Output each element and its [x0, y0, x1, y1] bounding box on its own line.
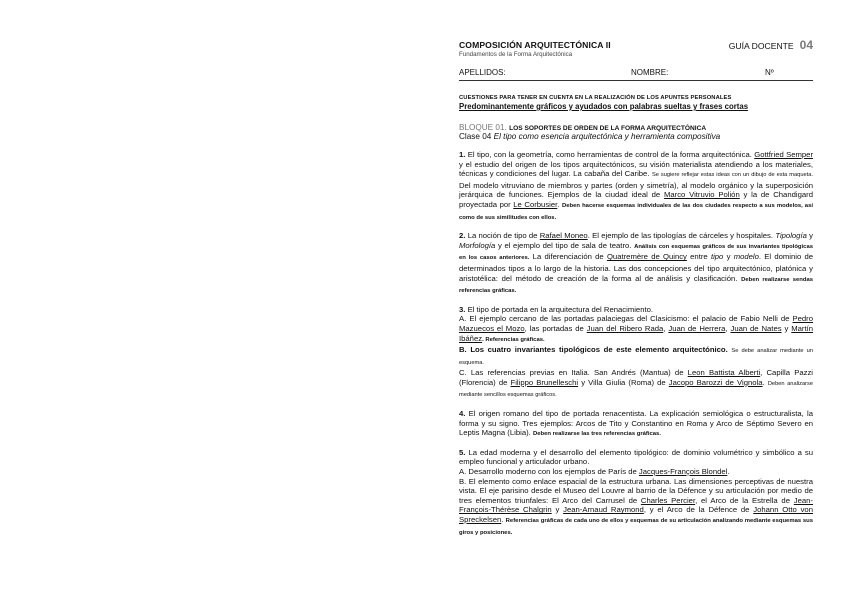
apellidos-field[interactable]: APELLIDOS:: [459, 68, 506, 77]
item-text: C. Las referencias previas en Italia. San Andrés (Mantua) de: [459, 368, 684, 378]
guide-number: 04: [799, 38, 813, 52]
nombre-field[interactable]: NOMBRE:: [631, 68, 669, 77]
item-text: , el Arco de la Estrella de: [695, 495, 790, 505]
bloque-name: LOS SOPORTES DE ORDEN DE LA FORMA ARQUITECTÓNICA: [509, 125, 707, 132]
course-subtitle: Fundamentos de la Forma Arquitectónica: [459, 51, 573, 58]
item-text: A. Desarrollo moderno con los ejemplos de París de: [459, 467, 637, 477]
bloque-label: BLOQUE 01.: [459, 123, 507, 132]
author-link[interactable]: Quatremère de Quincy: [606, 252, 687, 262]
item-term: Tipología: [775, 231, 807, 241]
item-text: , Capilla Pazzi (Florencia) de: [459, 368, 813, 387]
item-text: entre: [690, 252, 708, 262]
author-link[interactable]: Jacques-François Blondel: [638, 467, 728, 477]
item-text: , las portadas de: [524, 323, 584, 333]
guide-label: [729, 38, 813, 52]
item-text: y: [555, 505, 560, 515]
item-note: Referencias gráficas de cada uno de ellos y esquemas de su articulación analizando mediante esquemas sus giros y posiciones.: [459, 518, 813, 536]
document-header: [459, 38, 813, 68]
item-3: [459, 305, 813, 315]
item-text: ,: [725, 323, 728, 333]
item-text: El origen romano del tipo de portada renacentista. La explicación semiológica o estructuralista, la forma y su signo. Tres ejemplos: Arcos de Tito y Constantino en Roma y Arco de Séptimo Severo en Leptis Magna (Libia).: [459, 409, 813, 438]
item-text: ,: [663, 323, 666, 333]
author-link[interactable]: Juan de Nates: [730, 323, 782, 333]
author-link[interactable]: Le Corbusier: [513, 199, 558, 209]
questions-heading: CUESTIONES PARA TENER EN CUENTA EN LA REALIZACIÓN DE LOS APUNTES PERSONALES: [459, 95, 732, 101]
item-note: Se sugiere reflejar estas ideas con un dibujo de esta maqueta.: [651, 172, 813, 179]
item-text: La noción de tipo de: [467, 231, 538, 241]
item-note: Se debe analizar mediante un esquema.: [459, 348, 813, 366]
item-term: Morfología: [459, 240, 496, 250]
item-text: B. El elemento como enlace espacial de la estructura urbana. Las dimensiones perceptivas de nuestra vista. El eje parisino desde el Museo del Louvre al barrio de la Défence y su articulación por medio de tres elementos triunfales: El Arco del Carrusel de: [459, 476, 813, 505]
item-text: La diferenciación de: [532, 252, 604, 262]
clase-label: Clase 04: [459, 132, 492, 141]
author-link[interactable]: Jean-Arnaud Raymond: [563, 505, 644, 515]
item-number: 4.: [459, 409, 466, 419]
author-link[interactable]: Juan de Herrera: [668, 323, 726, 333]
student-fields: [459, 68, 813, 81]
item-text: y: [726, 252, 731, 262]
item-note: . Referencias gráficas.: [482, 336, 545, 343]
bloque-title: [459, 123, 813, 132]
item-5a: [459, 467, 813, 477]
author-link[interactable]: Juan del Ribero Rada: [586, 323, 664, 333]
item-text: A. El ejemplo cercano de las portadas palaciegas del Clasicismo: el palacio de Fabio Nelli de: [459, 314, 790, 324]
item-text: B. Los cuatro invariantes tipológicos de este elemento arquitectónico.: [459, 345, 728, 355]
item-text: y: [809, 231, 813, 241]
item-term: tipo: [710, 252, 724, 262]
author-link[interactable]: Rafael Moneo: [539, 231, 588, 241]
item-note: Deben realizarse las tres referencias gráficas.: [532, 431, 661, 438]
item-3a: [459, 314, 813, 345]
course-title: COMPOSICIÓN ARQUITECTÓNICA II: [459, 40, 611, 50]
author-link[interactable]: Charles Percier: [640, 495, 696, 505]
author-link[interactable]: Gottfried Semper: [754, 150, 814, 159]
item-5: [459, 448, 813, 467]
clase-name: El tipo como esencia arquitectónica y herramienta compositiva: [493, 132, 721, 141]
item-text: Del modelo vitruviano de miembros y partes (orden y simetría), al modelo orgánico y la superposición jerárquica de funciones. Ejemplos de la ciudad ideal de: [459, 180, 813, 200]
item-note: Deben hacerse esquemas individuales de las dos ciudades respecto a sus modelos, así como de sus similitudes con ellos.: [459, 202, 813, 221]
item-5b: [459, 477, 813, 539]
author-link[interactable]: Marco Vitruvio Polión: [663, 190, 740, 200]
clase-title: [459, 132, 813, 141]
item-note: Análisis con esquemas gráficos de sus invariantes tipológicas en los casos anteriores.: [459, 243, 813, 262]
item-term: modelo: [733, 252, 759, 262]
item-text: y Villa Giulia (Roma) de: [581, 377, 666, 387]
item-note: Deben realizarse sendas referencias gráficas.: [459, 276, 814, 295]
item-1: 1. El tipo, con la geometría, como herramientas de control de la forma arquitectónica. Gottfried Semper y el estudio del origen de los tipos arquitectónicos, su visión materialista atendiendo a los materiales, técnicas y condiciones del lugar. La cabaña del Caribe. Se sugiere reflejar estas ideas con un dibujo de esta maqueta. Del modelo vitruviano de miembros y partes (orden y simetría), al modelo orgánico y la superposición jerárquica de funciones. Ejemplos de la ciudad ideal de Marco Vitruvio Polión y la de Chandigard proyectada por Le Corbusier. Deben hacerse esquemas individuales de las dos ciudades respecto a sus modelos, así como de sus similitudes con ellos.: [459, 150, 814, 221]
item-text: . El ejemplo de las tipologías de cárceles y hospitales.: [587, 231, 774, 241]
item-3b: [459, 345, 813, 368]
item-text: El tipo, con la geometría, como herramientas de control de la forma arquitectónica.: [467, 150, 752, 159]
item-text: y el estudio del origen de los tipos arquitectónicos, su visión materialista atendiendo a los materiales, técnicas y condiciones del lugar. La cabaña del Caribe.: [459, 159, 813, 179]
item-text: .: [501, 515, 504, 524]
item-2: [459, 231, 813, 297]
questions-subheading: Predominantemente gráficos y ayudados con palabras sueltas y frases cortas: [459, 102, 749, 111]
item-text: y: [784, 323, 789, 333]
guide-label-text: GUÍA DOCENTE: [728, 41, 794, 51]
item-text: La edad moderna y el desarrollo del elemento tipológico: de dominio volumétrico y simbólico a su empleo funcional y articulador urbano.: [459, 447, 813, 467]
item-text: , y el Arco de la Défence de: [643, 505, 750, 515]
author-link[interactable]: Martín Ibáñez: [459, 323, 814, 343]
author-link[interactable]: Leon Battista Alberti: [687, 368, 761, 378]
item-number: 1.: [459, 150, 466, 159]
author-link[interactable]: Filippo Brunelleschi: [510, 377, 579, 387]
item-text: El tipo de portada en la arquitectura del Renacimiento.: [467, 304, 654, 314]
item-number: 3.: [459, 304, 466, 314]
item-number: 5.: [459, 447, 466, 457]
item-number: 2.: [459, 231, 466, 241]
item-4: [459, 409, 813, 440]
document-column: [459, 38, 813, 538]
author-link[interactable]: Johann Otto von Spreckelsen: [459, 505, 813, 524]
author-link[interactable]: Jean-François-Thérèse Chalgrin: [459, 495, 813, 515]
item-text: y el ejemplo del tipo de sala de teatro.: [497, 240, 632, 250]
item-text: .: [727, 467, 730, 477]
numero-field[interactable]: Nº: [765, 68, 774, 77]
item-note: Deben analizarse mediante sencillos esquemas gráficos.: [459, 380, 814, 399]
item-text: .: [762, 377, 765, 387]
item-text: . El dominio de determinados tipos a lo largo de la historia. Las dos concepciones del tipo arquitectónico, platónica y aristotélica: del método de creación de la forma al de análisis y clasificación.: [459, 252, 814, 283]
item-3c: [459, 368, 813, 401]
author-link[interactable]: Jacopo Barozzi de Vignola: [668, 377, 763, 387]
item-text: y la de Chandigard proyectada por: [459, 190, 813, 209]
author-link[interactable]: Pedro Mazuecos el Mozo: [459, 314, 814, 333]
